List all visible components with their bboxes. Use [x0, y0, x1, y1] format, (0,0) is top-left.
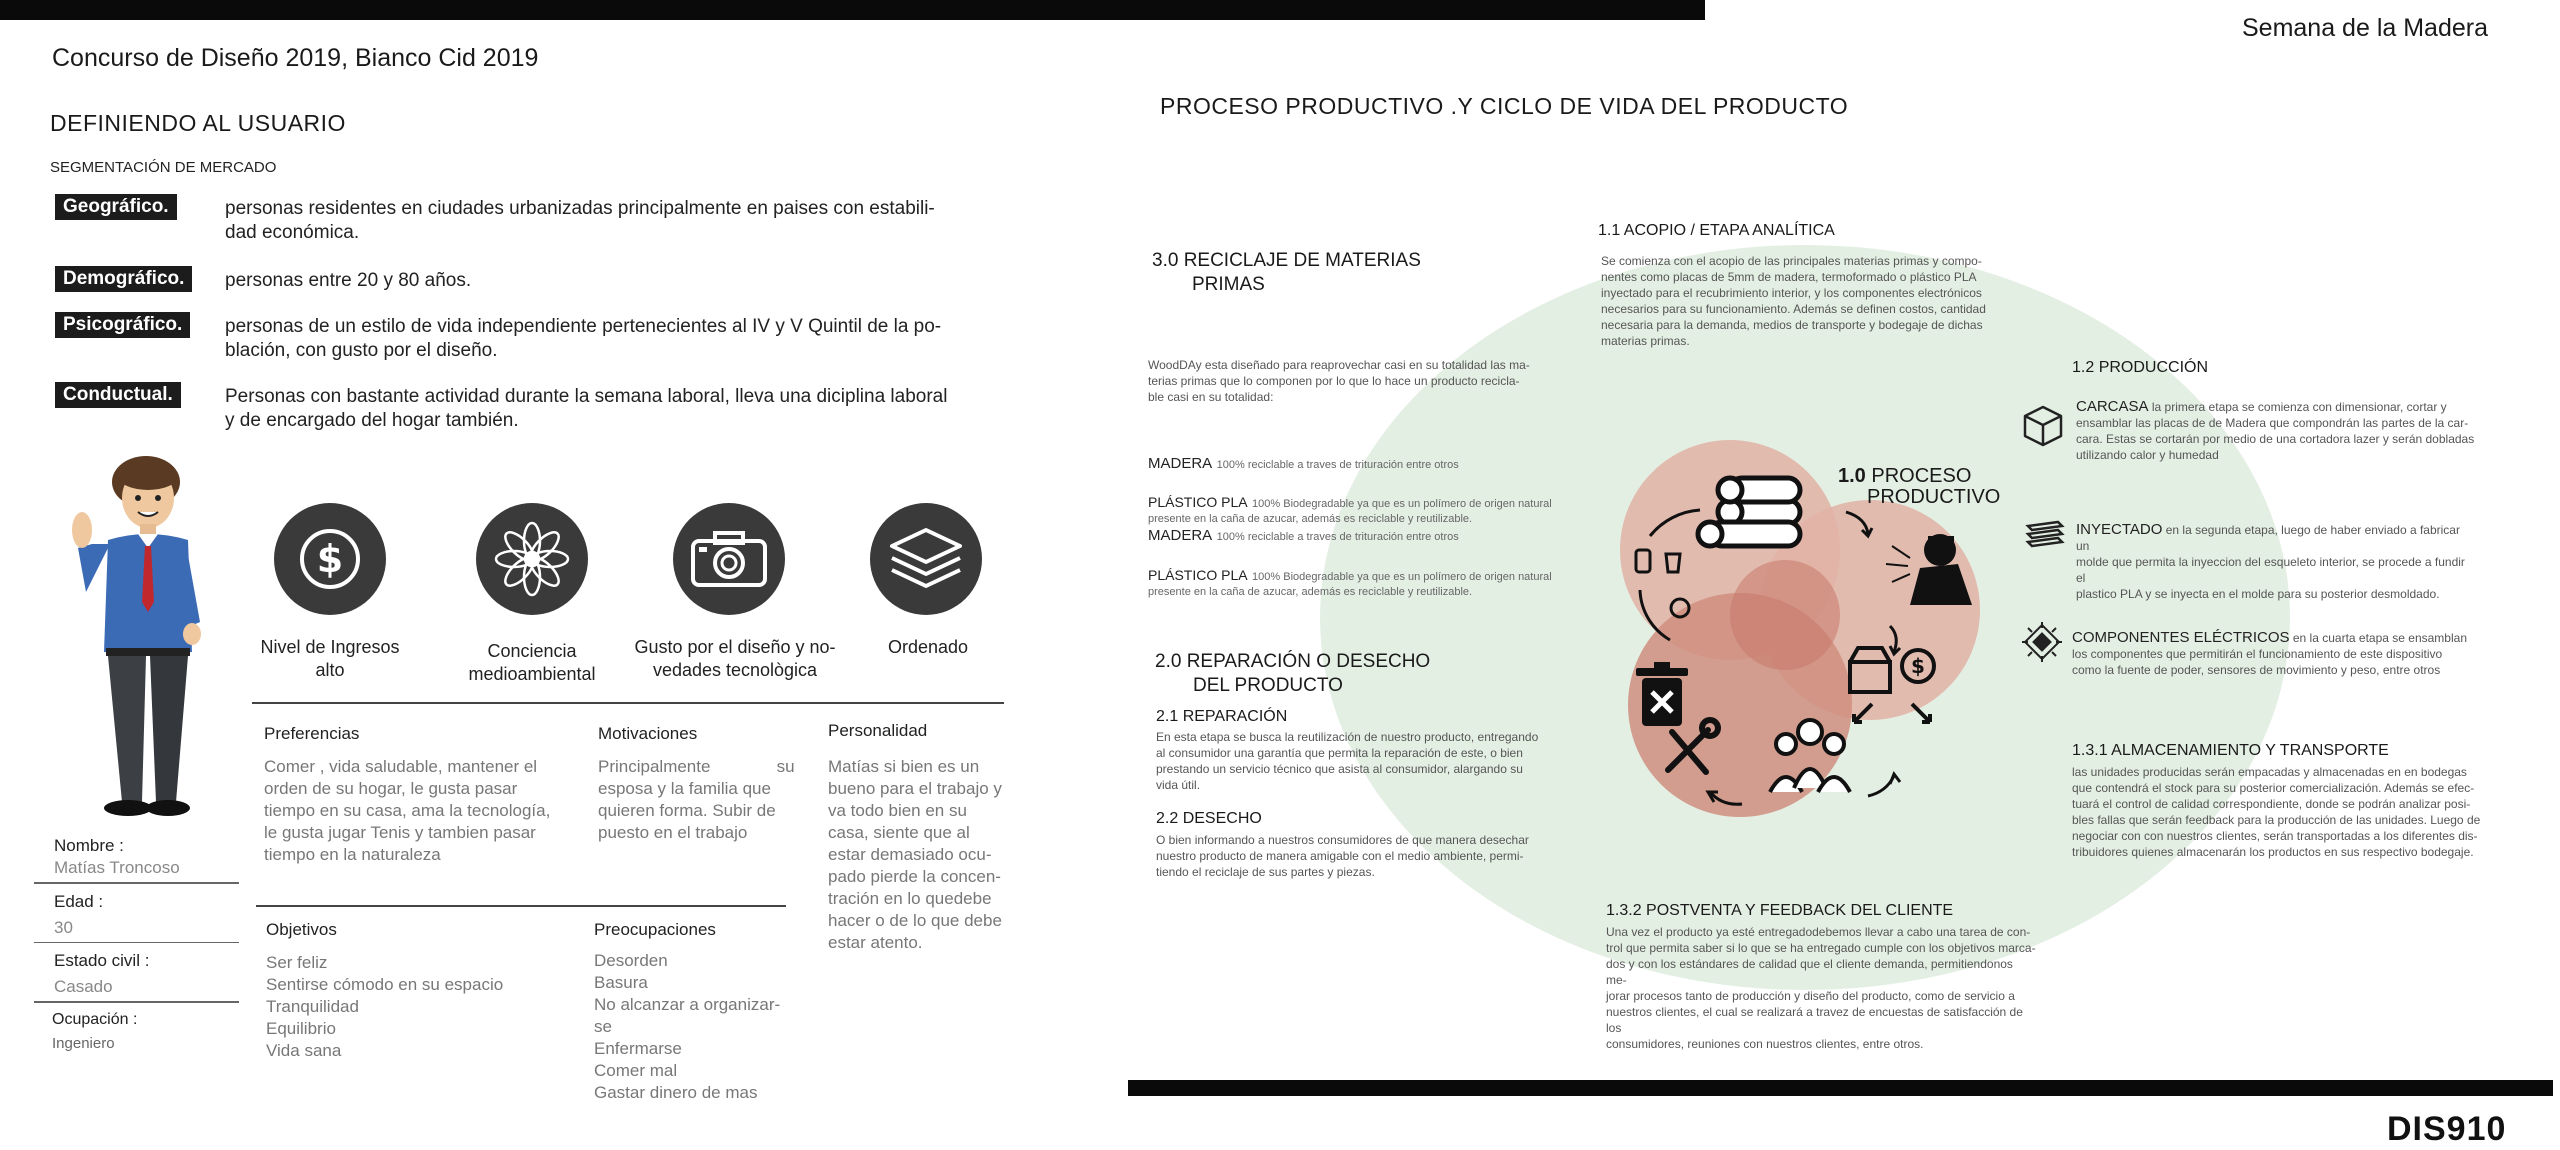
reparacion-text: En esta etapa se busca la reutilización de nuestro producto, entregando al consumidor una garantía que permita la reparación de este, o bien prestando un servicio técnico que asista al consumidor, alargando su vida útil.: [1156, 730, 1539, 792]
segment-text: personas entre 20 y 80 años.: [225, 270, 472, 291]
list-item: Equilibrio: [266, 1019, 336, 1038]
produccion-title: 1.2 PRODUCCIÓN: [2072, 359, 2209, 376]
icon-caption-diseno: Gusto por el diseño y no- vedades tecnològica: [634, 637, 836, 680]
list-item: se: [594, 1017, 612, 1036]
list-item: Comer mal: [594, 1061, 678, 1080]
inyectado-block: INYECTADO en la segunda etapa, luego de haber enviado a fabricar un molde que permita la inyeccion del esqueleto interior, se procede a fundir el plastico PLA y se inyecta en el molde para su posterior desmoldado.: [2076, 521, 2465, 601]
acopio-title: 1.1 ACOPIO / ETAPA ANALÍTICA: [1598, 222, 1835, 239]
reciclaje-intro: WoodDAy esta diseñado para reaprovechar casi en su totalidad las ma- terias primas que lo componen por lo que lo hace un producto recicla- ble casi en su totalidad:: [1148, 358, 1530, 404]
preferencias-text: Comer , vida saludable, mantener el orden de su hogar, le gusta pasar tiempo en su casa, ama la tecnología, le gusta jugar Tenis y tambien pasar tiempo en la naturaleza: [264, 757, 551, 864]
list-item: Sentirse cómodo en su espacio: [266, 975, 504, 994]
list-item: Desorden: [594, 951, 668, 970]
list-item: Vida sana: [266, 1041, 342, 1060]
job-label: Ocupación :: [52, 1010, 138, 1028]
reciclaje-item: PLÁSTICO PLA 100% Biodegradable ya que es un polímero de origen natural presente en la caña de azucar, además es reciclable y reutilizable.: [1148, 567, 1552, 598]
job-value: Ingeniero: [52, 1034, 115, 1052]
segment-label: Conductual.: [55, 382, 181, 408]
camera-icon: [673, 503, 785, 615]
segment-text: personas de un estilo de vida independiente pertenecientes al IV y V Quintil de la po- blación, con gusto por el diseño.: [225, 316, 942, 361]
postventa-text: Una vez el producto ya esté entregadodebemos llevar a cabo una tarea de con- trol que permita saber si lo que se ha entregado cumple con los objetivos marca- dos y con los estándares de calidad que el cliente demanda, permitiendonos me- jorar procesos tanto de producción y diseño del producto, como de servicio a nuestros clientes, el cual se realizará a travez de encuestas de satisfacción de los consumidores, reuniones con nuestros clientes, entre otros.: [1606, 925, 2036, 1051]
age-label: Edad :: [54, 891, 104, 911]
sheets-icon: [2024, 518, 2066, 552]
icon-dollar-wrap: [274, 503, 386, 615]
preferencias-title: Preferencias: [264, 724, 360, 743]
usuario-title: DEFINIENDO AL USUARIO: [50, 110, 346, 136]
segmentation-title: SEGMENTACIÓN DE MERCADO: [50, 159, 277, 176]
name-label: Nombre :: [54, 836, 124, 855]
contest-title: Concurso de Diseño 2019, Bianco Cid 2019: [52, 44, 539, 72]
reciclaje-item: MADERA 100% reciclable a traves de trituración entre otros: [1148, 455, 1459, 472]
page-code: DIS910: [2387, 1110, 2507, 1148]
svg-text:$: $: [316, 537, 344, 581]
acopio-text: Se comienza con el acopio de las principales materias primas y compo- nentes como placas de 5mm de madera, termoformado o plástico PLA inyectado para el recubrimiento interior, y los componentes electrónicos necesarios para su funcionamiento. Además se definen costos, cantidad necesaria para la demanda, medios de transporte y bodegaje de dichas materias primas.: [1601, 254, 1986, 348]
icon-layers-wrap: [870, 503, 982, 615]
list-item: Gastar dinero de mas: [594, 1083, 758, 1102]
segment-label: Demográfico.: [55, 266, 192, 292]
proceso-title: PROCESO PRODUCTIVO .Y CICLO DE VIDA DEL PRODUCTO: [1160, 93, 1849, 119]
preocupaciones-title: Preocupaciones: [594, 920, 716, 939]
dollar-icon: [274, 503, 386, 615]
civil-label: Estado civil :: [54, 951, 150, 970]
icon-camera-wrap: [673, 503, 785, 615]
segment-text: personas residentes en ciudades urbanizadas principalmente en paises con estabili- dad económica.: [225, 198, 935, 243]
divider-top: [252, 702, 1004, 704]
list-item: Tranquilidad: [266, 997, 359, 1016]
list-item: Basura: [594, 973, 648, 992]
cube-icon: [2022, 404, 2064, 448]
reciclaje-title: 3.0 RECICLAJE DE MATERIAS PRIMAS: [1152, 250, 1421, 295]
list-item: Ser feliz: [266, 953, 328, 972]
componentes-block: COMPONENTES ELÉCTRICOS en la cuarta etapa se ensamblan los componentes que permitirán el funcionamiento de este dispositivo como la fuente de poder, sensores de movimiento y peso, entre otros: [2072, 629, 2467, 677]
icon-flower-wrap: [476, 503, 588, 615]
svg-text:$: $: [1911, 654, 1925, 678]
desecho-text: O bien informando a nuestros consumidores de que manera desechar nuestro producto de manera amigable con el medio ambiente, permi- tiendo el reciclaje de sus partes y piezas.: [1156, 833, 1529, 879]
bottom-black-bar: [1128, 1080, 2553, 1096]
top-black-bar: [0, 0, 1705, 20]
reciclaje-item: MADERA 100% reciclable a traves de trituración entre otros: [1148, 527, 1459, 544]
flower-icon: [476, 503, 588, 615]
list-item: No alcanzar a organizar-: [594, 995, 781, 1014]
almacenamiento-text: las unidades producidas serán empacadas y almacenadas en en bodegas que contendrá el stock para su posterior comercialización. Además se efec- tuará el control de calidad correspondiente, donde se podrán analizar posi- bles fallas que serán feedback para la producción de las unidades. Luego de negociar con con nuestros clientes, serán transportadas a los diferentes dis- tribuidores quienes almacenarán los productos en sus respectivo bodegaje.: [2072, 765, 2481, 859]
reciclaje-item: PLÁSTICO PLA 100% Biodegradable ya que es un polímero de origen natural presente en la caña de azucar, además es reciclable y reutilizable.: [1148, 494, 1552, 525]
name-value: Matías Troncoso: [54, 858, 180, 877]
segment-label: Geográfico.: [55, 194, 177, 220]
center-label: 1.0 PROCESO: [1838, 465, 1972, 487]
divider-bottom: [256, 905, 786, 907]
segment-label: Psicográfico.: [55, 312, 190, 338]
list-item: Enfermarse: [594, 1039, 682, 1058]
trash-icon: [1636, 662, 1688, 726]
event-title: Semana de la Madera: [2242, 14, 2488, 42]
persona-illustration: [68, 452, 208, 822]
icon-caption-ordenado: Ordenado: [887, 637, 969, 657]
icon-caption-conciencia: Conciencia medioambiental: [468, 641, 596, 684]
preocupaciones-list: [594, 950, 814, 1104]
personalidad-title: Personalidad: [828, 721, 928, 740]
personalidad-text: Matías si bien es un bueno para el trabajo y va todo bien en su casa, siente que al estar demasiado ocu- pado pierde la concen- tración en lo quedebe hacer o de lo que debe estar atento.: [828, 757, 1002, 952]
civil-value: Casado: [54, 977, 113, 996]
reparacion-title: 2.0 REPARACIÓN O DESECHO DEL PRODUCTO: [1155, 651, 1431, 696]
reparacion-subtitle: 2.1 REPARACIÓN: [1156, 708, 1288, 725]
objetivos-title: Objetivos: [266, 920, 337, 939]
motivaciones-text: Principalmente su esposa y la familia que quieren forma. Subir de puesto en el trabajo: [598, 757, 795, 842]
layers-icon: [870, 503, 982, 615]
almacenamiento-title: 1.3.1 ALMACENAMIENTO Y TRANSPORTE: [2072, 742, 2389, 759]
icon-caption-ingresos: Nivel de Ingresos alto: [260, 637, 400, 680]
profile-card: [34, 836, 239, 1052]
carcasa-block: CARCASA la primera etapa se comienza con dimensionar, cortar y ensamblar las placas de de Madera que compondrán las partes de la car- cara. Estas se cortarán por medio de una cortadora lazer y serán dobladas utilizando calor y humedad: [2076, 398, 2475, 462]
segment-text: Personas con bastante actividad durante la semana laboral, lleva una diciplina laboral y de encargado del hogar también.: [225, 386, 948, 431]
postventa-title: 1.3.2 POSTVENTA Y FEEDBACK DEL CLIENTE: [1606, 902, 1954, 919]
age-value: 30: [54, 917, 73, 937]
objetivos-list: [266, 952, 566, 1062]
chip-icon: [2020, 620, 2064, 664]
desecho-subtitle: 2.2 DESECHO: [1156, 810, 1262, 827]
center-label-2: PRODUCTIVO: [1867, 486, 2001, 508]
motivaciones-title: Motivaciones: [598, 724, 698, 743]
